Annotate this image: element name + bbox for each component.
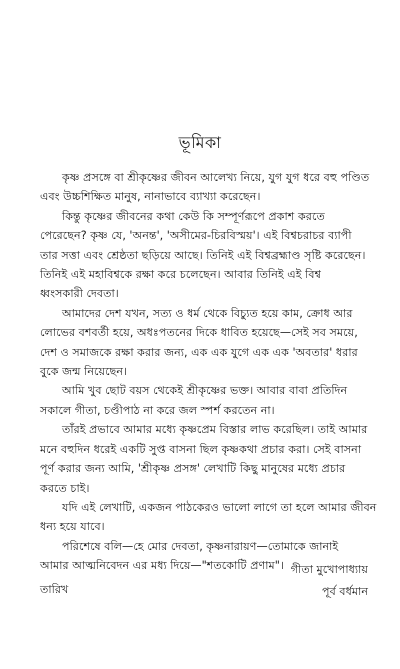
paragraph-line: এবং উচ্চশিক্ষিত মানুষ, নানাভাবে ব্যাখ্যা করেছেন।: [40, 190, 261, 204]
preface-body: [40, 168, 377, 576]
paragraph-line: কিন্তু কৃষ্ণের জীবনের কথা কেউ কি সম্পূর্ণরূপে প্রকাশ করতে: [62, 209, 325, 223]
paragraph-line: তার সত্তা এবং শ্রেষ্ঠতা ছড়িয়ে আছে। তিনিই এই বিশ্বব্রহ্মাণ্ড সৃষ্টি করেছেন।: [40, 248, 366, 262]
paragraph-line: আমি খুব ছোট বয়স থেকেই শ্রীকৃষ্ণের ভক্ত। আবার বাবা প্রতিদিন: [62, 384, 348, 398]
paragraph-line: ধ্বংসকারী দেবতা।: [40, 287, 119, 301]
paragraph-line: লোভের বশবর্তী হয়ে, অধঃপতনের দিকে ধাবিত হয়েছে—সেই সব সময়ে,: [40, 326, 358, 340]
page-title: ভূমিকা: [178, 133, 222, 152]
paragraph-line: আমাদের দেশ যখন, সত্য ও ধর্ম থেকে বিচ্যুত হয়ে কাম, ক্রোধ আর: [62, 306, 353, 320]
paragraph-line: কৃষ্ণ প্রসঙ্গে বা শ্রীকৃষ্ণের জীবন আলেখ্য নিয়ে, যুগ যুগ ধরে বহু পণ্ডিত: [62, 171, 370, 184]
paragraph-line: ধন্য হয়ে যাবে।: [40, 520, 105, 534]
signature-block: [40, 560, 368, 630]
paragraph-line: সকালে গীতা, চণ্ডীপাঠ না করে জল স্পর্শ করতেন না।: [40, 403, 275, 417]
paragraph-line: পূর্ণ করার জন্য আমি, 'শ্রীকৃষ্ণ প্রসঙ্গ' লেখাটি কিছু মানুষের মধ্যে প্রচার: [40, 462, 346, 476]
paragraph-line: তাঁরই প্রভাবে আমার মধ্যে কৃষ্ণপ্রেম বিস্তার লাভ করেছিল। তাই আমার: [62, 423, 368, 437]
paragraph-line: পরিশেষে বলি—হে মোর দেবতা, কৃষ্ণনারায়ণ—তোমাকে জানাই: [62, 539, 339, 553]
author-place: পূর্ব বর্ধমান: [321, 585, 368, 598]
paragraph-line: পেরেছেন? কৃষ্ণ যে, 'অনন্ত', 'অসীমের-চিরবিস্ময়'। এই বিশ্বচরাচর ব্যাপী: [40, 229, 352, 243]
paragraph-line: যদি এই লেখাটি, একজন পাঠকেরও ভালো লাগে তা হলে আমার জীবন: [62, 500, 377, 514]
paragraph-4: [40, 381, 368, 420]
paragraph-line: তিনিই এই মহাবিশ্বকে রক্ষা করে চলেছেন। আবার তিনিই এই বিশ্ব: [40, 268, 321, 282]
paragraph-2: [40, 207, 368, 304]
paragraph-line: দেশ ও সমাজকে রক্ষা করার জন্য, এক এক যুগে এক এক 'অবতার' ধরার: [40, 345, 358, 359]
paragraph-line: বুকে জন্ম নিয়েছেন।: [40, 365, 128, 379]
paragraph-1: [40, 168, 368, 207]
paragraph-line: মনে বহুদিন ধরেই একটি সুপ্ত বাসনা ছিল কৃষ্ণকথা প্রচার করা। সেই বাসনা: [40, 442, 362, 456]
paragraph-line: করতে চাই।: [40, 481, 90, 495]
paragraph-5: [40, 420, 368, 498]
paragraph-6: [40, 498, 377, 537]
paragraph-line: আমার আত্মনিবেদন এর মধ্য দিয়ে—"শতকোটি প্রণাম"।: [40, 559, 284, 573]
date-label: তারিখ: [40, 583, 69, 596]
author-name: গীতা মুখোপাধ্যায়: [290, 563, 368, 576]
paragraph-3: [40, 304, 368, 382]
